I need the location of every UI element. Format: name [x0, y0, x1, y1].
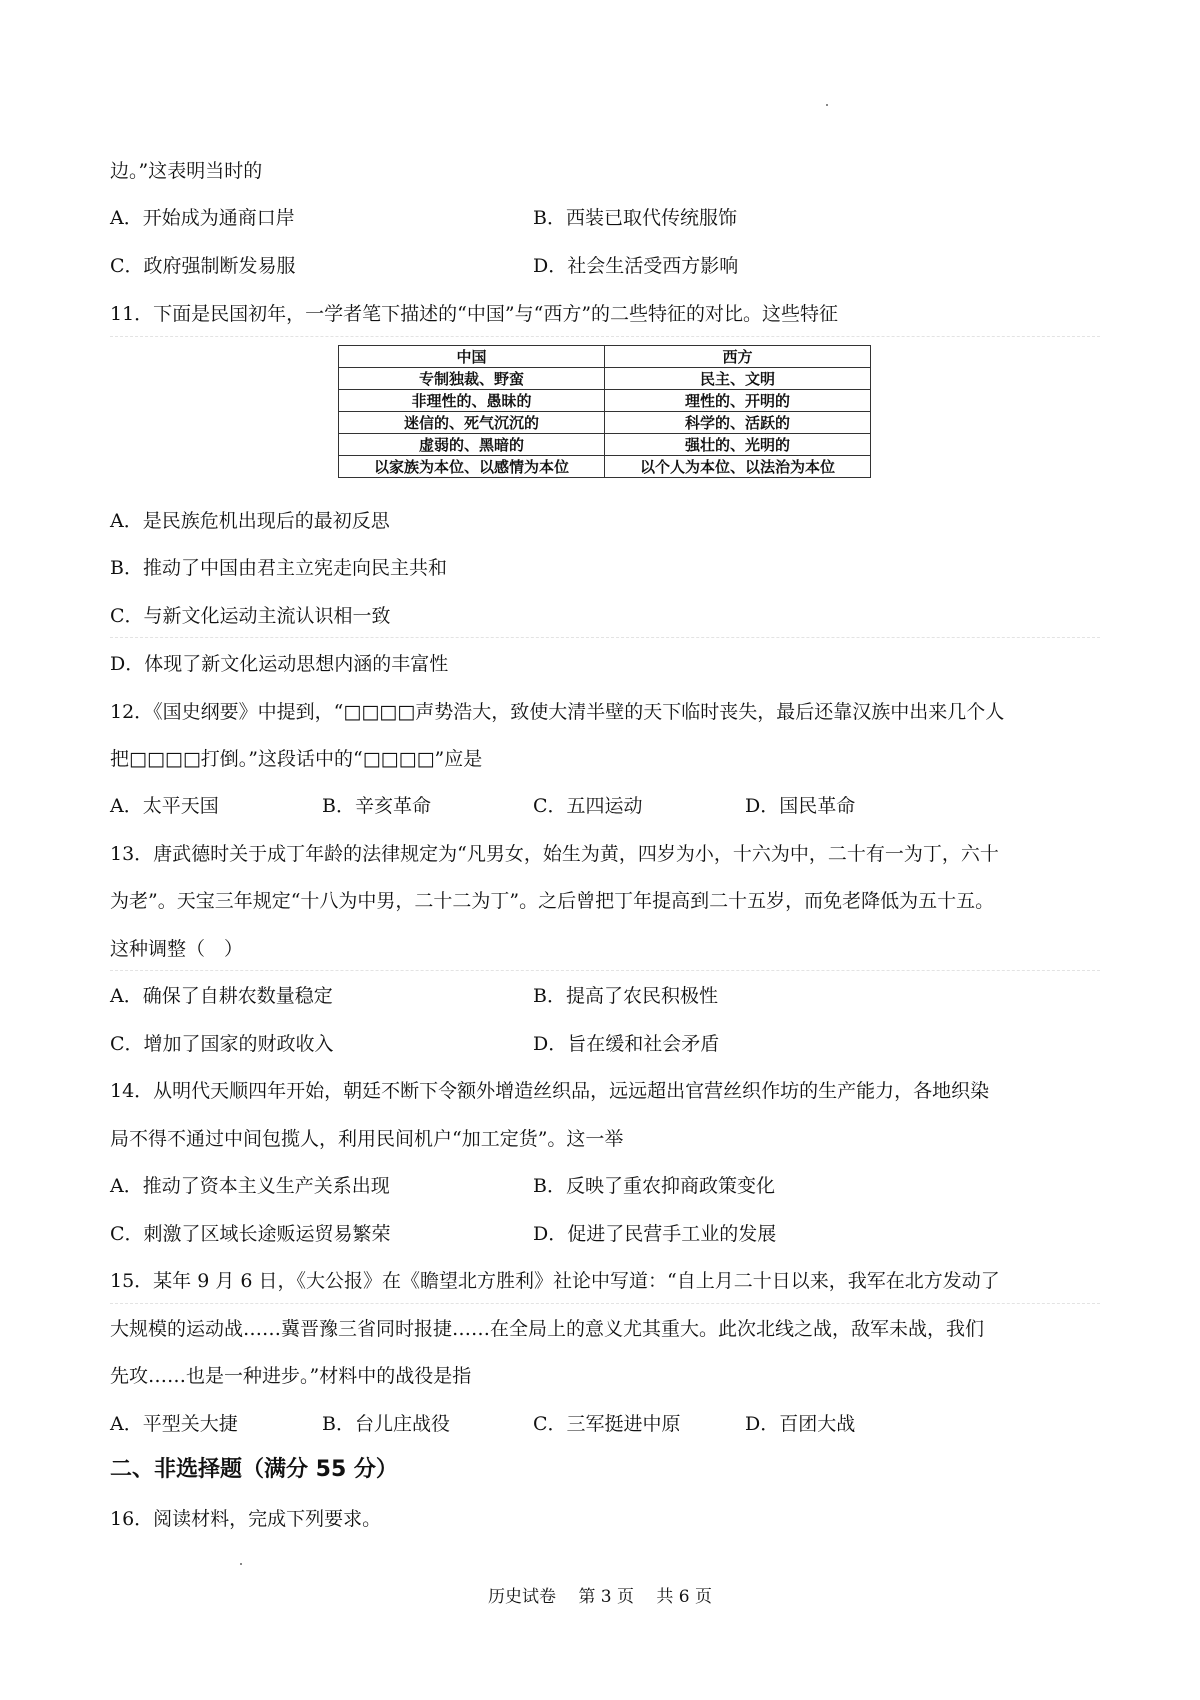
q11-option-a: A．是民族危机出现后的最初反思	[110, 510, 390, 532]
q15-stem-line2: 大规模的运动战……冀晋豫三省同时报捷……在全局上的意义尤其重大。此次北线之战，敌军未战，我们	[110, 1318, 985, 1340]
q13-option-d: D．旨在缓和社会矛盾	[533, 1033, 720, 1055]
table-row	[339, 434, 871, 456]
q13-stem-line2: 为老”。天宝三年规定“十八为中男，二十二为丁”。之后曾把丁年提高到二十五岁，而免老降低为五十五。	[110, 890, 995, 912]
q15-option-a: A．平型关大捷	[110, 1413, 238, 1435]
q10-option-b: B．西装已取代传统服饰	[533, 207, 737, 229]
q14-stem-line2: 局不得不通过中间包揽人，利用民间机户“加工定货”。这一举	[110, 1128, 624, 1150]
table-cell: 民主、文明	[605, 368, 871, 390]
section-heading: 二、非选择题（满分 55 分）	[110, 1457, 398, 1482]
q14-option-b: B．反映了重农抑商政策变化	[533, 1175, 775, 1197]
table-header-row	[339, 346, 871, 368]
scan-dot	[826, 104, 828, 106]
table-row	[339, 390, 871, 412]
table-cell: 理性的、开明的	[605, 390, 871, 412]
table-header-china: 中国	[339, 346, 605, 368]
q11-option-c: C．与新文化运动主流认识相一致	[110, 605, 391, 627]
table-cell: 非理性的、愚昧的	[339, 390, 605, 412]
table-header-west: 西方	[605, 346, 871, 368]
table-cell: 虚弱的、黑暗的	[339, 434, 605, 456]
table-cell: 科学的、活跃的	[605, 412, 871, 434]
q11-stem: 11．下面是民国初年，一学者笔下描述的“中国”与“西方”的二些特征的对比。这些特征	[110, 303, 839, 325]
q10-option-a: A．开始成为通商口岸	[110, 207, 295, 229]
table-cell: 以家族为本位、以感情为本位	[339, 456, 605, 478]
q12-stem-line1: 12．《国史纲要》中提到，“□□□□声势浩大，致使大清半壁的天下临时丧失，最后还靠汉族中出来几个人	[110, 701, 1005, 723]
q14-stem-line1: 14．从明代天顺四年开始，朝廷不断下令额外增造丝织品，远远超出官营丝织作坊的生产能力，各地织染	[110, 1080, 990, 1102]
table-cell: 以个人为本位、以法治为本位	[605, 456, 871, 478]
q12-option-c: C．五四运动	[533, 795, 643, 817]
q15-stem-line1: 15．某年 9 月 6 日，《大公报》在《瞻望北方胜利》社论中写道：“自上月二十日以来，我军在北方发动了	[110, 1270, 1000, 1292]
q11-option-b: B．推动了中国由君主立宪走向民主共和	[110, 557, 447, 579]
q10-stem-tail: 边。”这表明当时的	[110, 160, 263, 182]
q12-stem-line2: 把□□□□打倒。”这段话中的“□□□□”应是	[110, 748, 483, 770]
q10-option-c: C．政府强制断发易服	[110, 255, 296, 277]
q14-option-a: A．推动了资本主义生产关系出现	[110, 1175, 390, 1197]
q15-option-c: C．三军挺进中原	[533, 1413, 681, 1435]
q15-option-b: B．台儿庄战役	[322, 1413, 450, 1435]
q11-option-d: D．体现了新文化运动思想内涵的丰富性	[110, 653, 449, 675]
comparison-table	[338, 345, 871, 478]
divider	[110, 970, 1100, 971]
divider	[110, 1303, 1100, 1304]
page-footer: 历史试卷 第 3 页 共 6 页	[487, 1587, 713, 1607]
q15-stem-line3: 先攻……也是一种进步。”材料中的战役是指	[110, 1365, 472, 1387]
q12-option-b: B．辛亥革命	[322, 795, 431, 817]
q12-option-d: D．国民革命	[745, 795, 856, 817]
table-row	[339, 456, 871, 478]
q15-option-d: D．百团大战	[745, 1413, 856, 1435]
table-row	[339, 368, 871, 390]
scan-dot	[240, 1563, 242, 1565]
table-cell: 专制独裁、野蛮	[339, 368, 605, 390]
q13-stem-line1: 13．唐武德时关于成丁年龄的法律规定为“凡男女，始生为黄，四岁为小，十六为中，二十有一为丁，六十	[110, 843, 999, 865]
q13-option-b: B．提高了农民积极性	[533, 985, 718, 1007]
divider	[110, 336, 1100, 337]
q13-option-c: C．增加了国家的财政收入	[110, 1033, 334, 1055]
q10-option-d: D．社会生活受西方影响	[533, 255, 739, 277]
divider	[110, 637, 1100, 638]
q12-option-a: A．太平天国	[110, 795, 219, 817]
q14-option-d: D．促进了民营手工业的发展	[533, 1223, 777, 1245]
table-cell: 迷信的、死气沉沉的	[339, 412, 605, 434]
q13-stem-line3: 这种调整（ ）	[110, 938, 244, 960]
table-cell: 强壮的、光明的	[605, 434, 871, 456]
table-row	[339, 412, 871, 434]
q16-stem: 16．阅读材料，完成下列要求。	[110, 1508, 382, 1530]
q14-option-c: C．刺激了区域长途贩运贸易繁荣	[110, 1223, 391, 1245]
q13-option-a: A．确保了自耕农数量稳定	[110, 985, 333, 1007]
